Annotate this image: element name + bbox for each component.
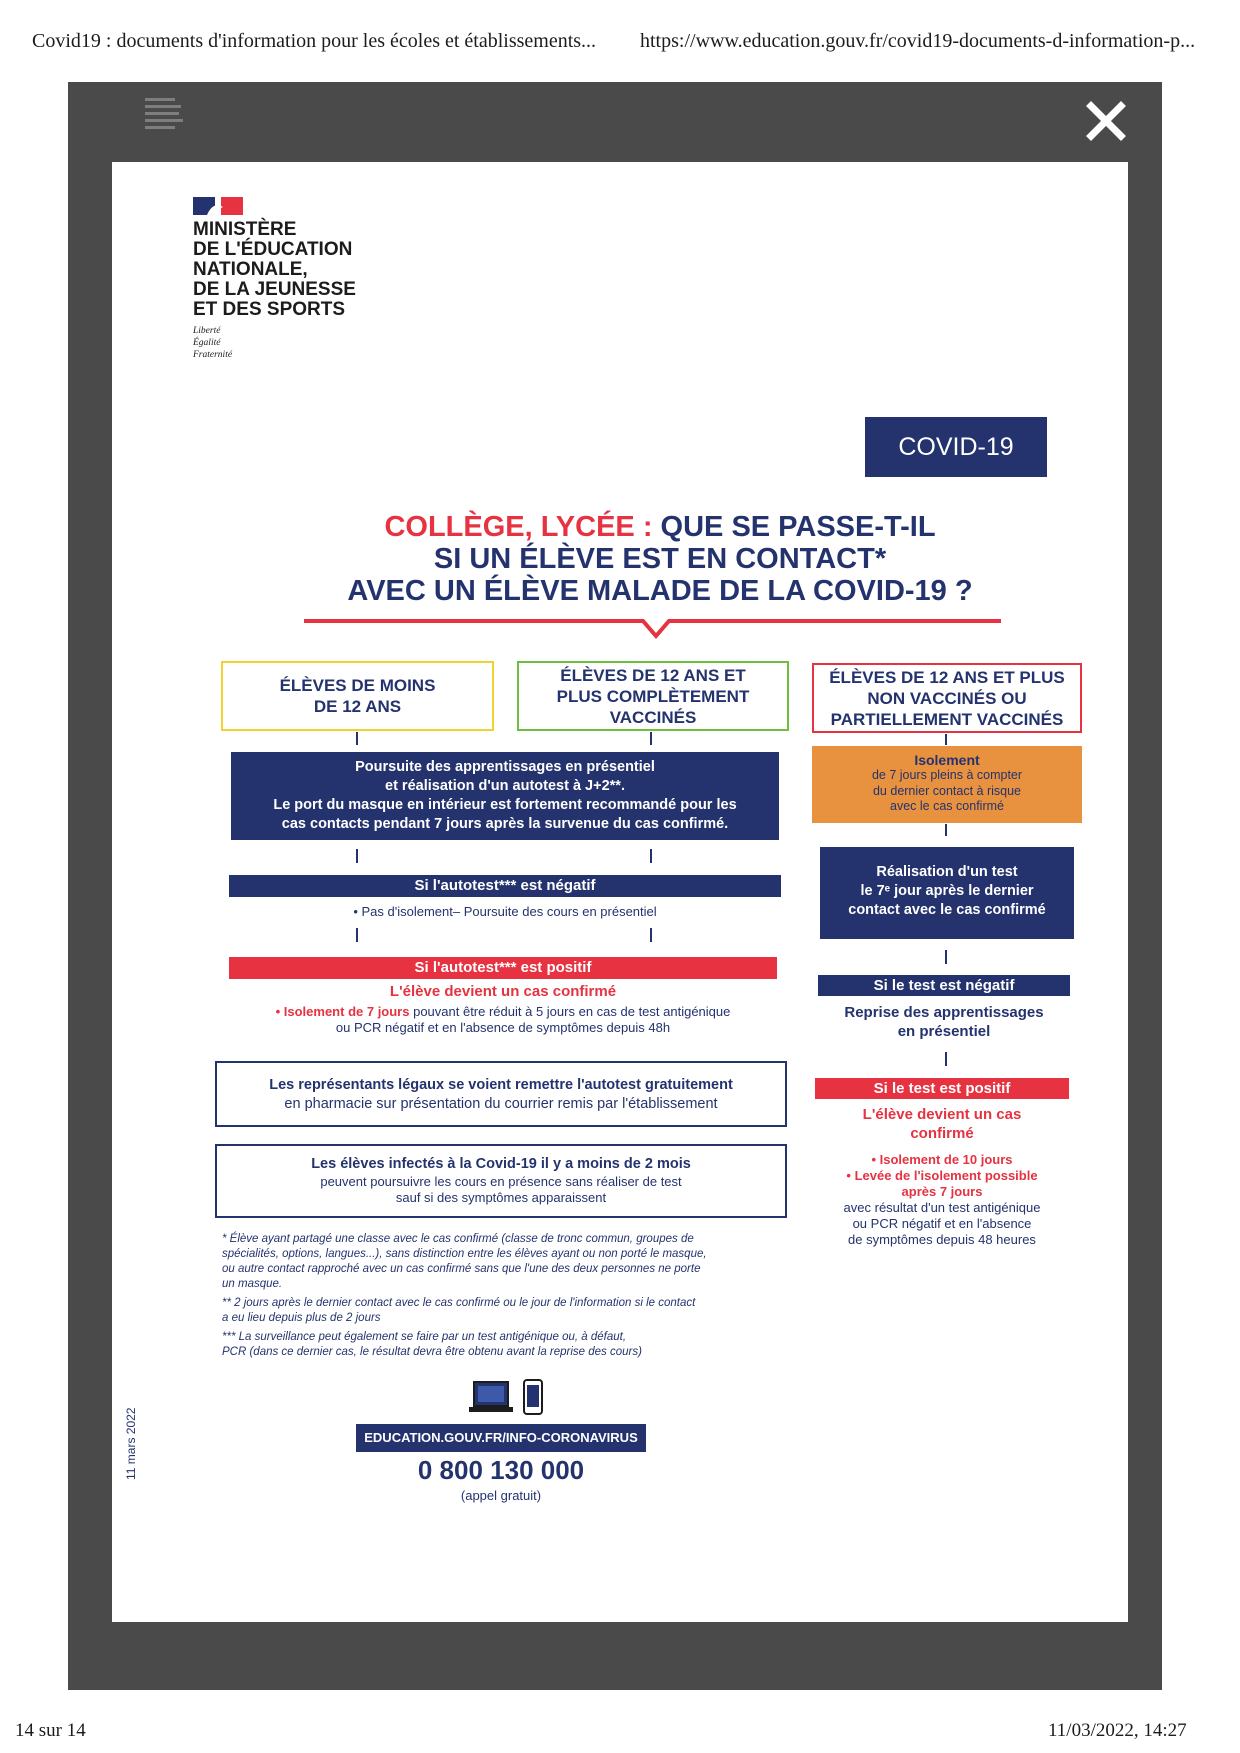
- test-positive-bullet: après 7 jours: [901, 1184, 983, 1199]
- positive-detail-line-1: [229, 1004, 777, 1020]
- footnote-line: ** 2 jours après le dernier contact avec le cas confirmé ou le jour de l'information si le contact: [222, 1297, 696, 1309]
- footnote-line: PCR (dans ce dernier cas, le résultat devra être obtenu avant la reprise des cours): [222, 1346, 642, 1358]
- motto-line: Fraternité: [193, 350, 233, 360]
- positive-detail-emphasis: • Isolement de 7 jours: [275, 1004, 410, 1019]
- test-positive-bar: Si le test est positif: [815, 1078, 1069, 1099]
- isolement-box: [812, 746, 1082, 823]
- legal-representatives-box: [215, 1061, 787, 1127]
- negative-autotest-bar: Si l'autotest*** est négatif: [229, 875, 781, 897]
- ministry-line: NATIONALE,: [193, 259, 308, 280]
- poster-title: [240, 511, 1080, 607]
- footnote-line: * Élève ayant partagé une classe avec le cas confirmé (classe de tronc commun, groupes de: [222, 1233, 694, 1245]
- title-blue-part: QUE SE PASSE-T-IL: [652, 511, 936, 543]
- test-negative-line: Reprise des apprentissages: [844, 1004, 1044, 1021]
- footnote-line: ou autre contact rapproché avec un cas confirmé sans que l'une des deux personnes ne porte: [222, 1263, 701, 1275]
- isolement-title: Isolement: [914, 752, 980, 768]
- test-box-line: contact avec le cas confirmé: [848, 902, 1046, 918]
- test-positive-text: avec résultat d'un test antigénique: [843, 1200, 1041, 1215]
- phone-note: (appel gratuit): [460, 1488, 542, 1503]
- header-col-unvaccinated: [812, 663, 1082, 733]
- footnote-line: *** La surveillance peut également se faire par un test antigénique ou, à défaut,: [222, 1331, 627, 1343]
- smartphone-icon: [522, 1378, 544, 1416]
- header-col-under-12-label: ÉLÈVES DE MOINS DE 12 ANS: [279, 676, 436, 716]
- phone-number[interactable]: 0 800 130 000: [417, 1455, 585, 1485]
- ministry-line: DE L'ÉDUCATION: [193, 239, 353, 260]
- header-col-vaccinated-label: ÉLÈVES DE 12 ANS ET PLUS COMPLÈTEMENT VACCINÉS: [556, 665, 750, 727]
- main-instruction-box: [231, 752, 779, 840]
- connector-line: [356, 928, 358, 942]
- test-positive-headline: [815, 1105, 1069, 1143]
- test-positive-text: de symptômes depuis 48 heures: [848, 1232, 1036, 1247]
- test-box-line: le 7ᵉ jour après le dernier: [860, 883, 1034, 899]
- main-box-line: et réalisation d'un autotest à J+2**.: [385, 778, 625, 794]
- legal-box-line-2: en pharmacie sur présentation du courrier remis par l'établissement: [284, 1096, 718, 1112]
- test-positive-bullet: • Levée de l'isolement possible: [846, 1168, 1038, 1183]
- test-positive-line: L'élève devient un cas: [862, 1106, 1022, 1123]
- print-datetime: 11/03/2022, 14:27: [1048, 1720, 1187, 1741]
- isolement-line: du dernier contact à risque: [872, 783, 1021, 798]
- positive-detail-line-2: ou PCR négatif et en l'absence de symptômes depuis 48h: [335, 1020, 671, 1035]
- positive-detail-rest: pouvant être réduit à 5 jours en cas de test antigénique: [409, 1004, 731, 1019]
- test-positive-text: ou PCR négatif et en l'absence: [852, 1216, 1032, 1231]
- main-box-line: Le port du masque en intérieur est fortement recommandé pour les: [273, 797, 737, 813]
- ministry-line: ET DES SPORTS: [193, 299, 346, 320]
- connector-line: [650, 732, 652, 745]
- ministry-line: MINISTÈRE: [193, 219, 297, 240]
- negative-autotest-text: • Pas d'isolement– Poursuite des cours en présentiel: [353, 904, 657, 919]
- motto: [193, 325, 232, 361]
- footnotes: [222, 1232, 782, 1360]
- isolement-line: avec le cas confirmé: [890, 799, 1004, 813]
- infected-box-line-2: peuvent poursuivre les cours en présence sans réaliser de test: [320, 1174, 682, 1189]
- page-count: 14 sur 14: [15, 1720, 86, 1741]
- marianne-logo: [193, 197, 243, 215]
- website-link[interactable]: EDUCATION.GOUV.FR/INFO-CORONAVIRUS: [356, 1424, 646, 1452]
- main-box-line: cas contacts pendant 7 jours après la survenue du cas confirmé.: [281, 816, 729, 832]
- test-negative-bar: Si le test est négatif: [818, 975, 1070, 996]
- connector-line: [945, 734, 947, 745]
- motto-line: Liberté: [193, 326, 221, 336]
- footnote-line: spécialités, options, langues...), sans distinction entre les élèves ayant ou non porté le masque,: [222, 1248, 707, 1260]
- connector-line: [945, 950, 947, 964]
- positive-autotest-bar: Si l'autotest*** est positif: [229, 957, 777, 979]
- title-underline-arrow: [304, 618, 1001, 642]
- infected-box-line-1: Les élèves infectés à la Covid-19 il y a moins de 2 mois: [311, 1156, 691, 1172]
- page-url: https://www.education.gouv.fr/covid19-documents-d-information-p...: [640, 30, 1196, 52]
- ministry-name: [193, 220, 356, 320]
- header-col-vaccinated: [517, 661, 789, 731]
- isolement-line: de 7 jours pleins à compter: [871, 768, 1023, 782]
- connector-line: [650, 849, 652, 863]
- test-negative-text: [818, 1003, 1070, 1041]
- title-line-2: SI UN ÉLÈVE EST EN CONTACT*: [433, 543, 887, 575]
- infected-box-line-3: sauf si des symptômes apparaissent: [395, 1190, 607, 1205]
- header-col-under-12: [221, 661, 494, 731]
- title-red-part: COLLÈGE, LYCÉE :: [384, 511, 653, 543]
- connector-line: [356, 732, 358, 745]
- positive-autotest-detail: [229, 1004, 777, 1036]
- infected-students-box: [215, 1144, 787, 1218]
- footnote-line: un masque.: [222, 1278, 283, 1290]
- title-line-1: [240, 511, 1080, 543]
- positive-autotest-headline: L'élève devient un cas confirmé: [389, 983, 617, 1000]
- test-negative-line: en présentiel: [897, 1023, 991, 1040]
- test-positive-bullet: • Isolement de 10 jours: [871, 1152, 1013, 1167]
- header-col-unvaccinated-label: ÉLÈVES DE 12 ANS ET PLUS NON VACCINÉS OU PARTIELLEMENT VACCINÉS: [829, 667, 1065, 729]
- title-line-3: AVEC UN ÉLÈVE MALADE DE LA COVID-19 ?: [347, 575, 973, 607]
- connector-line: [945, 1052, 947, 1066]
- poster-date: 11 mars 2022: [124, 1407, 138, 1480]
- ministry-watermark-logo: [145, 96, 185, 142]
- close-icon[interactable]: [1083, 98, 1129, 144]
- page-title: Covid19 : documents d'information pour les écoles et établissements...: [32, 30, 597, 52]
- test-box-line: Réalisation d'un test: [876, 864, 1018, 880]
- test-day-7-box: [820, 847, 1074, 939]
- connector-line: [650, 928, 652, 942]
- covid-badge: COVID-19: [865, 417, 1047, 477]
- motto-line: Égalité: [193, 338, 221, 348]
- test-positive-details: [815, 1152, 1069, 1248]
- ministry-line: DE LA JEUNESSE: [193, 279, 356, 300]
- test-positive-line: confirmé: [910, 1125, 974, 1142]
- connector-line: [945, 824, 947, 836]
- footnote-line: a eu lieu depuis plus de 2 jours: [222, 1312, 381, 1324]
- main-box-line: Poursuite des apprentissages en présentiel: [355, 759, 655, 775]
- laptop-icon: [468, 1380, 514, 1414]
- legal-box-line-1: Les représentants légaux se voient remettre l'autotest gratuitement: [269, 1077, 733, 1093]
- connector-line: [356, 849, 358, 863]
